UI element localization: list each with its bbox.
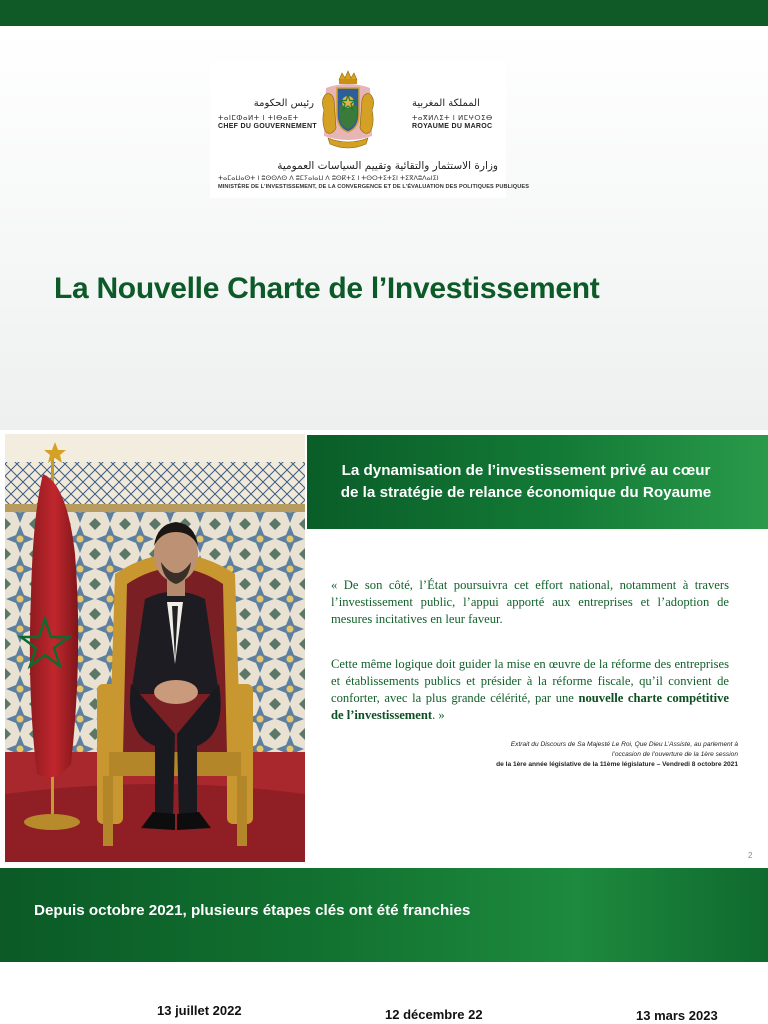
chef-gouvernement-label: CHEF DU GOUVERNEMENT: [218, 123, 317, 130]
royal-portrait: [5, 434, 305, 862]
strategy-banner: [307, 435, 768, 529]
royaume-arabic: المملكة المغربية: [412, 98, 480, 109]
quote-source-date: de la 1ère année législative de la 11ème législature – Vendredi 8 octobre 2021: [496, 761, 738, 768]
top-green-bar: [0, 0, 768, 26]
timeline-date-2: 12 décembre 22: [385, 1007, 483, 1022]
page-title: La Nouvelle Charte de l’Investissement: [54, 272, 600, 305]
timeline-date-3: 13 mars 2023: [636, 1008, 718, 1023]
milestones-banner-text: Depuis octobre 2021, plusieurs étapes clés ont été franchies: [34, 902, 471, 919]
quote-highlight: nouvelle charte compétitive de l’investissement: [331, 691, 729, 722]
quote-paragraph-1: « De son côté, l’État poursuivra cet effort national, notamment à travers l’investissement public, l’appui apporté aux entreprises et l’adoption de mesures incitatives en leur faveur.: [331, 578, 729, 626]
strategy-banner-text: [307, 460, 745, 504]
quote-paragraph-2: [331, 656, 729, 724]
strategy-banner-line2: de la stratégie de relance économique du Royaume: [340, 484, 712, 501]
ministere-arabic: وزارة الاستثمار والتقائية وتقييم السياسات العمومية: [277, 160, 498, 172]
page-number: 2: [748, 851, 753, 860]
ministere-label: MINISTÈRE DE L'INVESTISSEMENT, DE LA CONVERGENCE ET DE L'ÉVALUATION DES POLITIQUES PUBLIQUES: [218, 184, 530, 190]
official-header: [210, 62, 530, 198]
chef-gouvernement-arabic: رئيس الحكومة: [253, 98, 314, 109]
royaume-tifinagh: ⵜⴰⴳⵍⴷⵉⵜ ⵏ ⵍⵎⵖⵔⵉⴱ: [412, 114, 493, 122]
milestones-banner: [0, 868, 768, 962]
timeline-date-1: 13 juillet 2022: [157, 1003, 242, 1018]
quote-paragraph-2-text: Cette même logique doit guider la mise en œuvre de la réforme des entreprises et établissements publics et présider à la réforme fiscale, qu’il convient de conforter, avec la plus grande célérité, par une: [331, 657, 729, 705]
quote-paragraph-2-end: . »: [432, 708, 445, 722]
royaume-label: ROYAUME DU MAROC: [412, 123, 493, 130]
quote-source-line2: l’occasion de l’ouverture de la 1ère session: [611, 751, 738, 758]
quote-source-line1: Extrait du Discours de Sa Majesté Le Roi, Que Dieu L’Assiste, au parlement à: [510, 741, 738, 748]
strategy-banner-line1: La dynamisation de l’investissement privé au cœur: [341, 462, 711, 479]
ministere-tifinagh: ⵜⴰⵎⴰⵡⴰⵙⵜ ⵏ ⵓⵙⵙⴷⵙ ⴷ ⵓⵎⵢⴰⵏⴰⵡ ⴷ ⵓⵙⴽⵜⵉ ⵏ ⵜⵙⵔⵜⵉⵜⵉⵏ ⵜⵉⴳⴷⵓⴷⴰⵏⵉⵏ: [218, 174, 439, 182]
quote-source: [408, 740, 738, 760]
coat-of-arms-icon: [318, 70, 378, 152]
chef-gouvernement-tifinagh: ⵜⴰⵏⵎⵀⴰⵍⵜ ⵏ ⵜⵏⴱⴰⴹⵜ: [218, 114, 299, 122]
